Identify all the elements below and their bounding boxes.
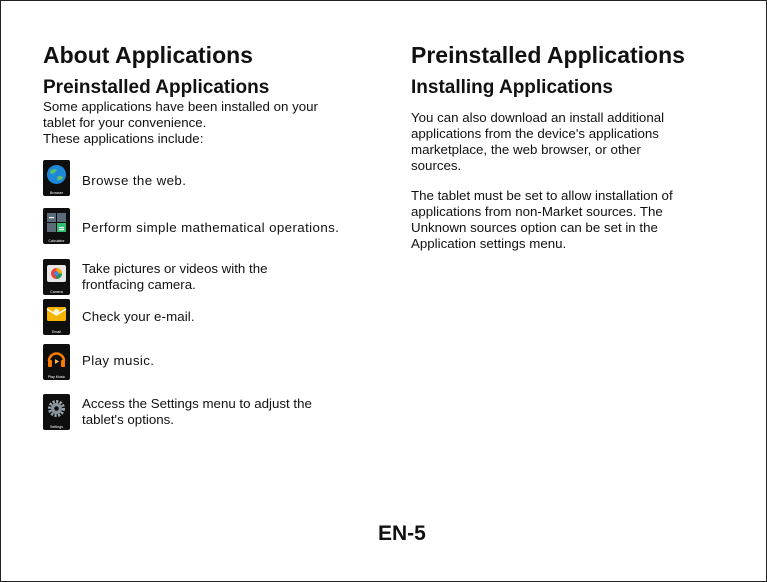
paragraph-line: Unknown sources option can be set in the (411, 220, 658, 235)
paragraph-line: sources. (411, 158, 462, 173)
intro-line: Some applications have been installed on your (43, 99, 318, 114)
paragraph-line: applications from non-Market sources. The (411, 204, 663, 219)
description-line: tablet's options. (82, 412, 174, 427)
description-line: Browse the web. (82, 173, 187, 188)
description-line: Access the Settings menu to adjust the (82, 396, 312, 411)
app-description (82, 261, 268, 293)
app-description (82, 396, 312, 428)
description-line: frontfacing camera. (82, 277, 196, 292)
section-heading-preinstalled: Preinstalled Applications (43, 77, 270, 98)
app-description (82, 173, 186, 189)
settings-icon (43, 394, 70, 430)
paragraph-line: The tablet must be set to allow installation of (411, 188, 673, 203)
intro-line: These applications include: (43, 131, 204, 146)
email-icon (43, 299, 70, 335)
install-paragraph-2 (411, 188, 673, 252)
intro-paragraph (43, 99, 318, 147)
app-description (82, 309, 195, 325)
description-line: Check your e-mail. (82, 309, 195, 324)
install-paragraph-1 (411, 110, 664, 174)
app-description (82, 353, 154, 369)
page-number: EN-5 (378, 522, 426, 545)
paragraph-line: marketplace, the web browser, or other (411, 142, 641, 157)
paragraph-line: applications from the device's applications (411, 126, 659, 141)
browser-icon (43, 160, 70, 196)
icon-caption: Settings (50, 425, 63, 429)
paragraph-line: Application settings menu. (411, 236, 567, 251)
icon-caption: Browser (49, 191, 64, 195)
play-music-icon (43, 344, 70, 380)
description-line: Perform simple mathematical operations. (82, 220, 340, 235)
icon-caption: Play Music (47, 375, 66, 379)
icon-caption: Camera (50, 290, 63, 294)
camera-icon (43, 259, 70, 295)
section-heading-installing: Installing Applications (411, 77, 613, 98)
description-line: Take pictures or videos with the (82, 261, 268, 276)
intro-line: tablet for your convenience. (43, 115, 207, 130)
page-heading-right: Preinstalled Applications (411, 42, 685, 68)
description-line: Play music. (82, 353, 155, 368)
page-heading-left: About Applications (43, 42, 253, 68)
calculator-icon (43, 208, 70, 244)
paragraph-line: You can also download an install additional (411, 110, 665, 125)
icon-caption: Calculator (48, 239, 65, 243)
app-description (82, 220, 339, 236)
icon-caption: Email (52, 330, 61, 334)
